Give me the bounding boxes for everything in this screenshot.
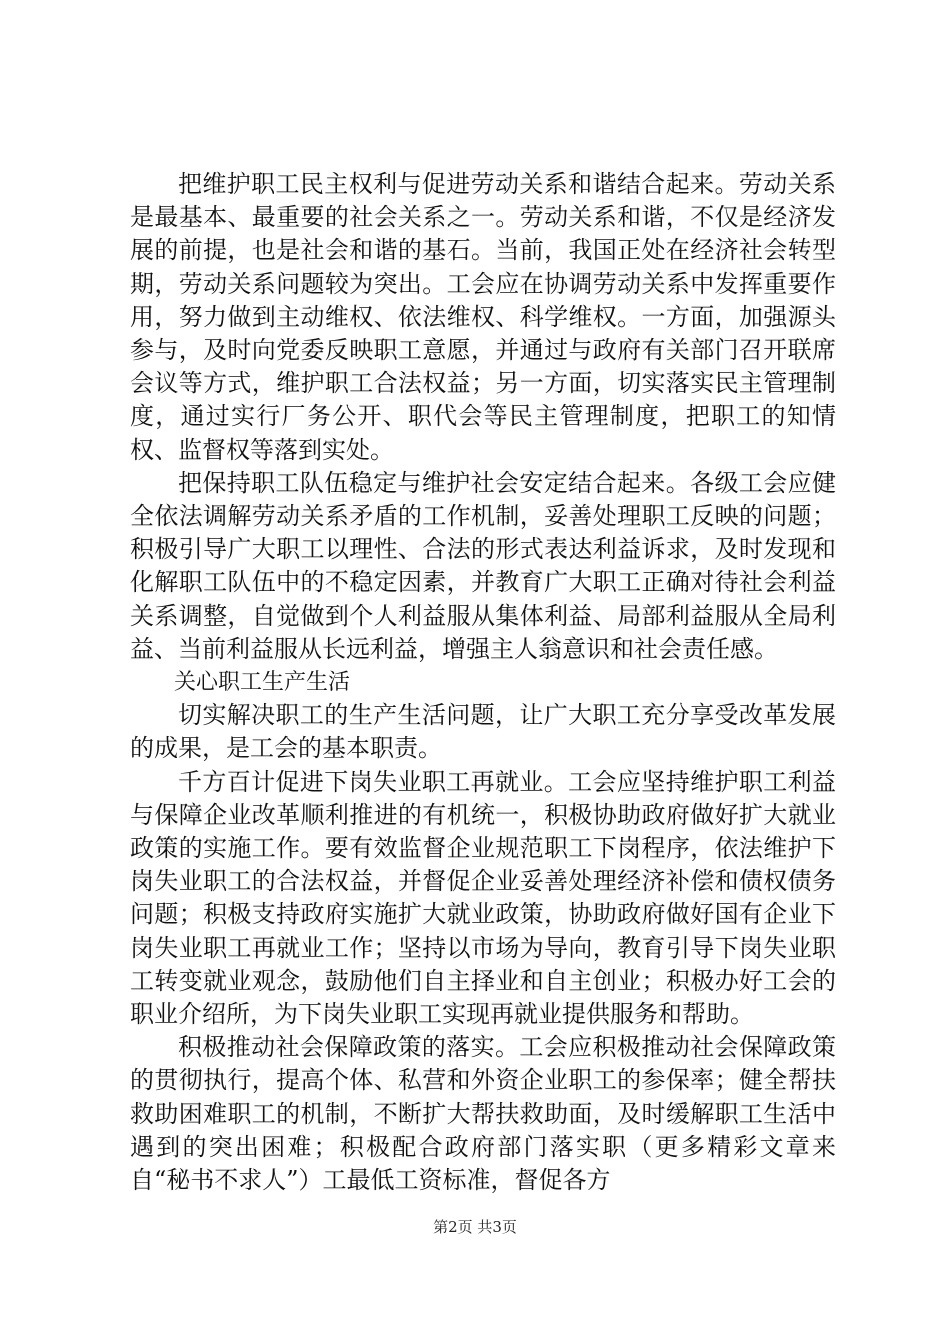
paragraph-democratic-rights: 把维护职工民主权利与促进劳动关系和谐结合起来。劳动关系是最基本、最重要的社会关系之一。劳动关系和谐，不仅是经济发展的前提，也是社会和谐的基石。当前，我国正处在经济社会转型期，劳动关系问题较为突出。工会应在协调劳动关系中发挥重要作用，努力做到主动维权、依法维权、科学维权。一方面，加强源头参与，及时向党委反映职工意愿，并通过与政府有关部门召开联席会议等方式，维护职工合法权益；另一方面，切实落实民主管理制度，通过实行厂务公开、职代会等民主管理制度，把职工的知情权、监督权等落到实处。 bbox=[130, 170, 836, 464]
paragraph-social-security: 积极推动社会保障政策的落实。工会应积极推动社会保障政策的贯彻执行，提高个体、私营和外资企业职工的参保率；健全帮扶救助困难职工的机制，不断扩大帮扶救助面，及时缓解职工生活中遇到的突出困难；积极配合政府部门落实职（更多精彩文章来自“秘书不求人”）工最低工资标准，督促各方 bbox=[130, 1033, 836, 1195]
paragraph-basic-duty: 切实解决职工的生产生活问题，让广大职工充分享受改革发展的成果，是工会的基本职责。 bbox=[130, 701, 836, 763]
paragraph-workforce-stability: 把保持职工队伍稳定与维护社会安定结合起来。各级工会应健全依法调解劳动关系矛盾的工作机制，妥善处理职工反映的问题；积极引导广大职工以理性、合法的形式表达利益诉求，及时发现和化解职工队伍中的不稳定因素，并教育广大职工正确对待社会利益关系调整，自觉做到个人利益服从集体利益、局部利益服从全局利益、当前利益服从长远利益，增强主人翁意识和社会责任感。 bbox=[130, 468, 836, 663]
page-footer: 第2页 共3页 bbox=[433, 1218, 517, 1236]
section-heading: 关心职工生产生活 bbox=[174, 670, 351, 696]
paragraph-reemployment: 千方百计促进下岗失业职工再就业。工会应坚持维护职工利益与保障企业改革顺利推进的有机统一，积极协助政府做好扩大就业政策的实施工作。要有效监督企业规范职工下岗程序，依法维护下岗失业职工的合法权益，并督促企业妥善处理经济补偿和债权债务问题；积极支持政府实施扩大就业政策，协助政府做好国有企业下岗失业职工再就业工作；坚持以市场为导向，教育引导下岗失业职工转变就业观念，鼓励他们自主择业和自主创业；积极办好工会的职业介绍所，为下岗失业职工实现再就业提供服务和帮助。 bbox=[130, 767, 836, 1029]
document-body bbox=[130, 168, 836, 1197]
